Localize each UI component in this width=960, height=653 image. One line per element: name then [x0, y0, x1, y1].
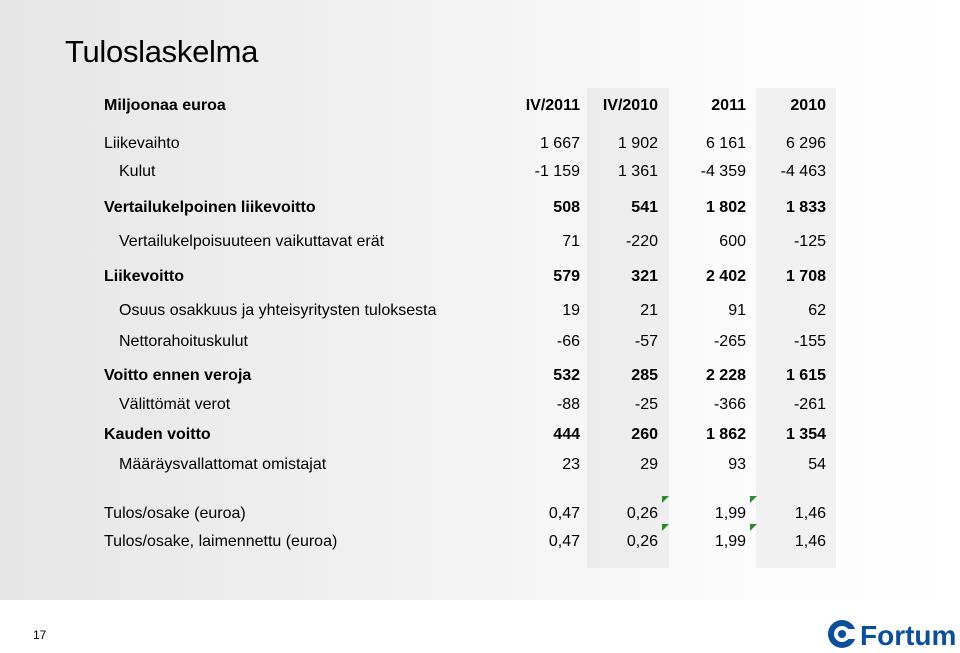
column-header: IV/2011	[525, 97, 580, 114]
cell-value: 444	[553, 426, 580, 443]
row-label: Liikevoitto	[104, 268, 185, 285]
cell-value: 62	[808, 302, 826, 319]
cell-value: 0,26	[626, 533, 658, 550]
cell-value: 508	[553, 199, 580, 216]
cell-value: 29	[640, 456, 658, 473]
cell-value: -88	[556, 396, 580, 413]
cell-value: 1,46	[794, 505, 826, 522]
cell-value: -4 359	[700, 163, 746, 180]
table-row	[0, 195, 960, 221]
cell-value: 19	[562, 302, 580, 319]
cell-value: 1 615	[785, 367, 826, 384]
cell-value: 1 902	[617, 135, 658, 152]
cell-value: 2 402	[705, 268, 746, 285]
cell-value: -66	[556, 333, 580, 350]
cell-marker-icon	[750, 496, 757, 503]
cell-value: 0,26	[626, 505, 658, 522]
cell-value: 91	[728, 302, 746, 319]
cell-value: 6 296	[785, 135, 826, 152]
row-label: Osuus osakkuus ja yhteisyritysten tuloksesta	[119, 302, 437, 319]
cell-value: 93	[728, 456, 746, 473]
row-label: Tulos/osake (euroa)	[104, 505, 246, 522]
row-label: Voitto ennen veroja	[104, 367, 252, 384]
cell-value: 321	[631, 268, 658, 285]
cell-value: 579	[553, 268, 580, 285]
cell-value: 532	[553, 367, 580, 384]
column-header: 2010	[790, 97, 826, 114]
cell-value: -25	[634, 396, 658, 413]
row-label: Tulos/osake, laimennettu (euroa)	[104, 533, 338, 550]
row-label: Liikevaihto	[104, 135, 180, 152]
cell-value: 1 354	[785, 426, 826, 443]
row-label: Välittömät verot	[119, 396, 231, 413]
cell-value: 1 667	[539, 135, 580, 152]
cell-marker-icon	[662, 524, 669, 531]
cell-value: -57	[634, 333, 658, 350]
cell-value: 1 802	[705, 199, 746, 216]
row-label: Vertailukelpoinen liikevoitto	[104, 199, 316, 216]
cell-marker-icon	[750, 524, 757, 531]
table-row	[0, 363, 960, 389]
table-row	[0, 159, 960, 185]
cell-value: -1 159	[534, 163, 580, 180]
cell-value: -261	[793, 396, 826, 413]
cell-value: 2 228	[705, 367, 746, 384]
slide-footer	[0, 600, 960, 653]
cell-value: -155	[793, 333, 826, 350]
cell-value: 23	[562, 456, 580, 473]
cell-value: 1 833	[785, 199, 826, 216]
cell-value: 1 361	[617, 163, 658, 180]
table-row	[0, 329, 960, 355]
row-label: Kauden voitto	[104, 426, 211, 443]
cell-value: 541	[631, 199, 658, 216]
cell-value: -265	[713, 333, 746, 350]
cell-marker-icon	[662, 496, 669, 503]
cell-value: 260	[631, 426, 658, 443]
cell-value: -4 463	[780, 163, 826, 180]
cell-value: 71	[562, 233, 580, 250]
table-row	[0, 229, 960, 255]
row-label: Kulut	[119, 163, 156, 180]
cell-value: 0,47	[548, 505, 580, 522]
cell-value: 21	[640, 302, 658, 319]
cell-value: 1,99	[714, 505, 746, 522]
column-header: 2011	[711, 97, 746, 114]
column-header: IV/2010	[602, 97, 658, 114]
slide-title: Tuloslaskelma	[65, 34, 259, 69]
table-row	[0, 452, 960, 478]
table-row	[0, 422, 960, 448]
cell-value: 1,46	[794, 533, 826, 550]
table-row	[0, 264, 960, 290]
table-row	[0, 131, 960, 157]
cell-value: -220	[625, 233, 658, 250]
logo-text: Fortum	[860, 620, 957, 651]
unit-label: Miljoonaa euroa	[104, 97, 226, 114]
table-header	[0, 93, 960, 119]
table-row	[0, 298, 960, 324]
cell-value: -366	[713, 396, 746, 413]
cell-value: -125	[793, 233, 826, 250]
row-label: Nettorahoituskulut	[119, 333, 248, 350]
fortum-logo	[826, 617, 958, 651]
table-row	[0, 392, 960, 418]
cell-value: 0,47	[548, 533, 580, 550]
row-label: Määräysvallattomat omistajat	[119, 456, 327, 473]
page-number: 17	[33, 628, 47, 642]
cell-value: 6 161	[705, 135, 746, 152]
cell-value: 1 708	[785, 268, 826, 285]
cell-value: 1 862	[705, 426, 746, 443]
cell-value: 54	[808, 456, 826, 473]
cell-value: 600	[719, 233, 746, 250]
table-row	[0, 501, 960, 527]
table-row	[0, 529, 960, 555]
cell-value: 1,99	[714, 533, 746, 550]
row-label: Vertailukelpoisuuteen vaikuttavat erät	[119, 233, 385, 250]
cell-value: 285	[631, 367, 658, 384]
